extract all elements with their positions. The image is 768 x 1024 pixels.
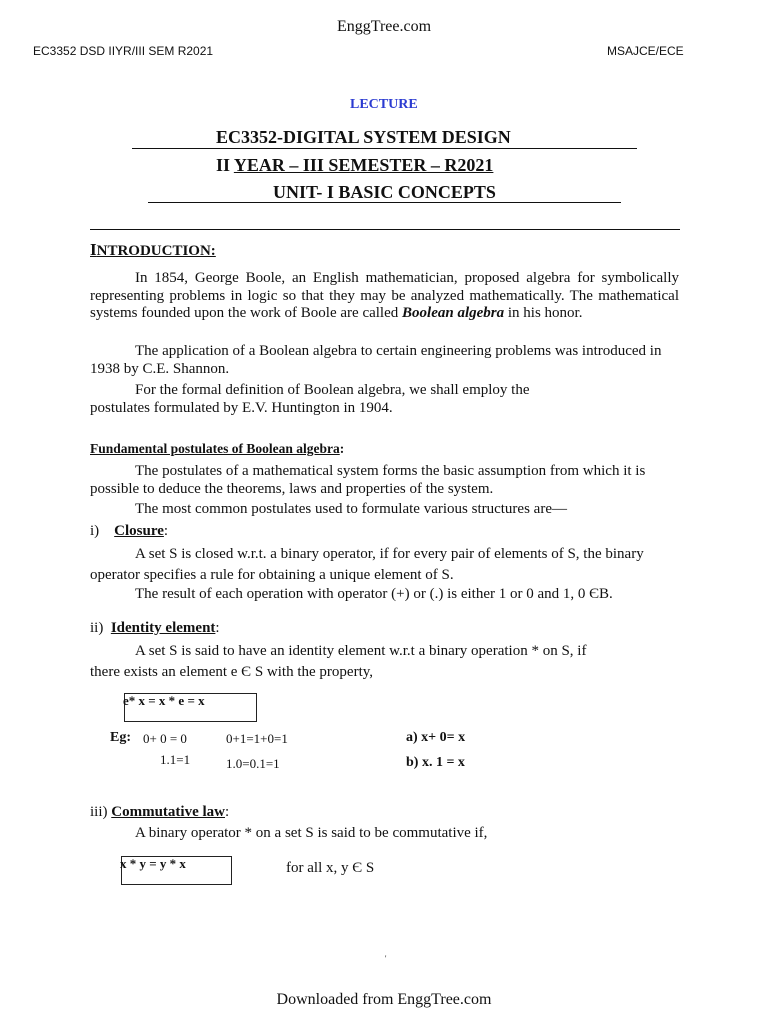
closure-num: i): [90, 523, 100, 539]
lecture-mark: LECTURE: [350, 97, 418, 112]
intro-p1-text: In 1854, George Boole, an English mathematician, proposed algebra for symbolically representing problems in logic so that they may be analyzed mathematically. The mathematical systems founded upon the work of Boole are called: [90, 270, 679, 321]
commutative-formula: x * y = y * x: [120, 856, 186, 871]
closure-paragraph-1: A set S is closed w.r.t. a binary operator, if for every pair of elements of S, the binary operator specifies a rule for obtaining a unique element of S.: [90, 546, 644, 583]
identity-formula: e* x = x * e = x: [123, 693, 205, 708]
course-title: EC3352-DIGITAL SYSTEM DESIGN: [216, 127, 511, 147]
example-3: 1.1=1: [160, 752, 191, 767]
boolean-algebra-term: Boolean algebra: [402, 305, 505, 321]
institution-header: MSAJCE/ECE: [607, 44, 684, 58]
course-code-header: EC3352 DSD IIYR/III SEM R2021: [33, 44, 214, 58]
intro-paragraph-2: The application of a Boolean algebra to certain engineering problems was introduced in 1938 by C.E. Shannon.: [90, 343, 662, 377]
year-prefix: II: [216, 155, 234, 175]
intro-p3-line1: For the formal definition of Boolean algebra, we shall employ the: [135, 382, 530, 398]
identity-num: ii): [90, 620, 104, 636]
identity-p-line1: A set S is said to have an identity element w.r.t a binary operation * on S, if: [135, 643, 587, 659]
fundamental-heading-text: Fundamental postulates of Boolean algebra: [90, 441, 340, 456]
site-name: EnggTree.com: [336, 18, 432, 35]
commutative-condition: for all x, y Є S: [286, 860, 375, 876]
identity-rule-b: b) x. 1 = x: [406, 755, 465, 770]
intro-p3-line2: postulates formulated by E.V. Huntington in 1904.: [90, 399, 393, 416]
intro-paragraph-3: [90, 382, 679, 417]
commutative-label: Commutative law: [111, 804, 225, 820]
year-semester-text: YEAR – III SEMESTER – R2021: [233, 155, 494, 175]
intro-p1-end: in his honor.: [504, 305, 583, 321]
identity-rule-a: a) x+ 0= x: [406, 730, 466, 745]
intro-paragraph-1: [90, 270, 679, 323]
footer-download-note: Downloaded from EnggTree.com: [276, 991, 492, 1008]
closure-paragraph-2: The result of each operation with operator (+) or (.) is either 1 or 0 and 1, 0 ЄB.: [135, 586, 613, 602]
introduction-heading: [90, 240, 216, 260]
title-rule-2: [148, 202, 621, 203]
fundamental-paragraph-2: The most common postulates used to formulate various structures are—: [135, 501, 567, 517]
intro-heading-cap: I: [90, 240, 97, 259]
fundamental-heading-colon: :: [339, 441, 345, 456]
title-rule-1: [132, 148, 637, 149]
identity-label: Identity element: [110, 620, 216, 636]
example-2: 0+1=1+0=1: [226, 731, 288, 746]
identity-p-line2: there exists an element e Є S with the property,: [90, 664, 374, 680]
fundamental-postulates-heading: [90, 441, 344, 457]
closure-colon: :: [163, 523, 169, 539]
unit-title: UNIT- I BASIC CONCEPTS: [273, 182, 496, 202]
identity-colon: :: [215, 620, 220, 636]
closure-heading: [90, 523, 168, 540]
fundamental-paragraph-1: The postulates of a mathematical system forms the basic assumption from which it is possible to deduce the theorems, laws and properties of the system.: [90, 463, 646, 497]
section-divider: [90, 229, 680, 230]
identity-paragraph: [90, 641, 679, 683]
stray-mark: ': [385, 954, 387, 963]
example-1: 0+ 0 = 0: [143, 731, 187, 746]
commutative-num: iii): [90, 804, 108, 820]
intro-heading-rest: NTRODUCTION:: [96, 243, 216, 259]
example-label: Eg:: [110, 730, 131, 745]
identity-heading: [90, 620, 220, 637]
commutative-heading: [90, 804, 229, 821]
example-4: 1.0=0.1=1: [226, 756, 280, 771]
year-semester-title: [216, 155, 493, 176]
closure-label: Closure: [114, 523, 164, 539]
commutative-paragraph: A binary operator * on a set S is said to be commutative if,: [135, 825, 488, 841]
commutative-colon: :: [224, 804, 230, 820]
